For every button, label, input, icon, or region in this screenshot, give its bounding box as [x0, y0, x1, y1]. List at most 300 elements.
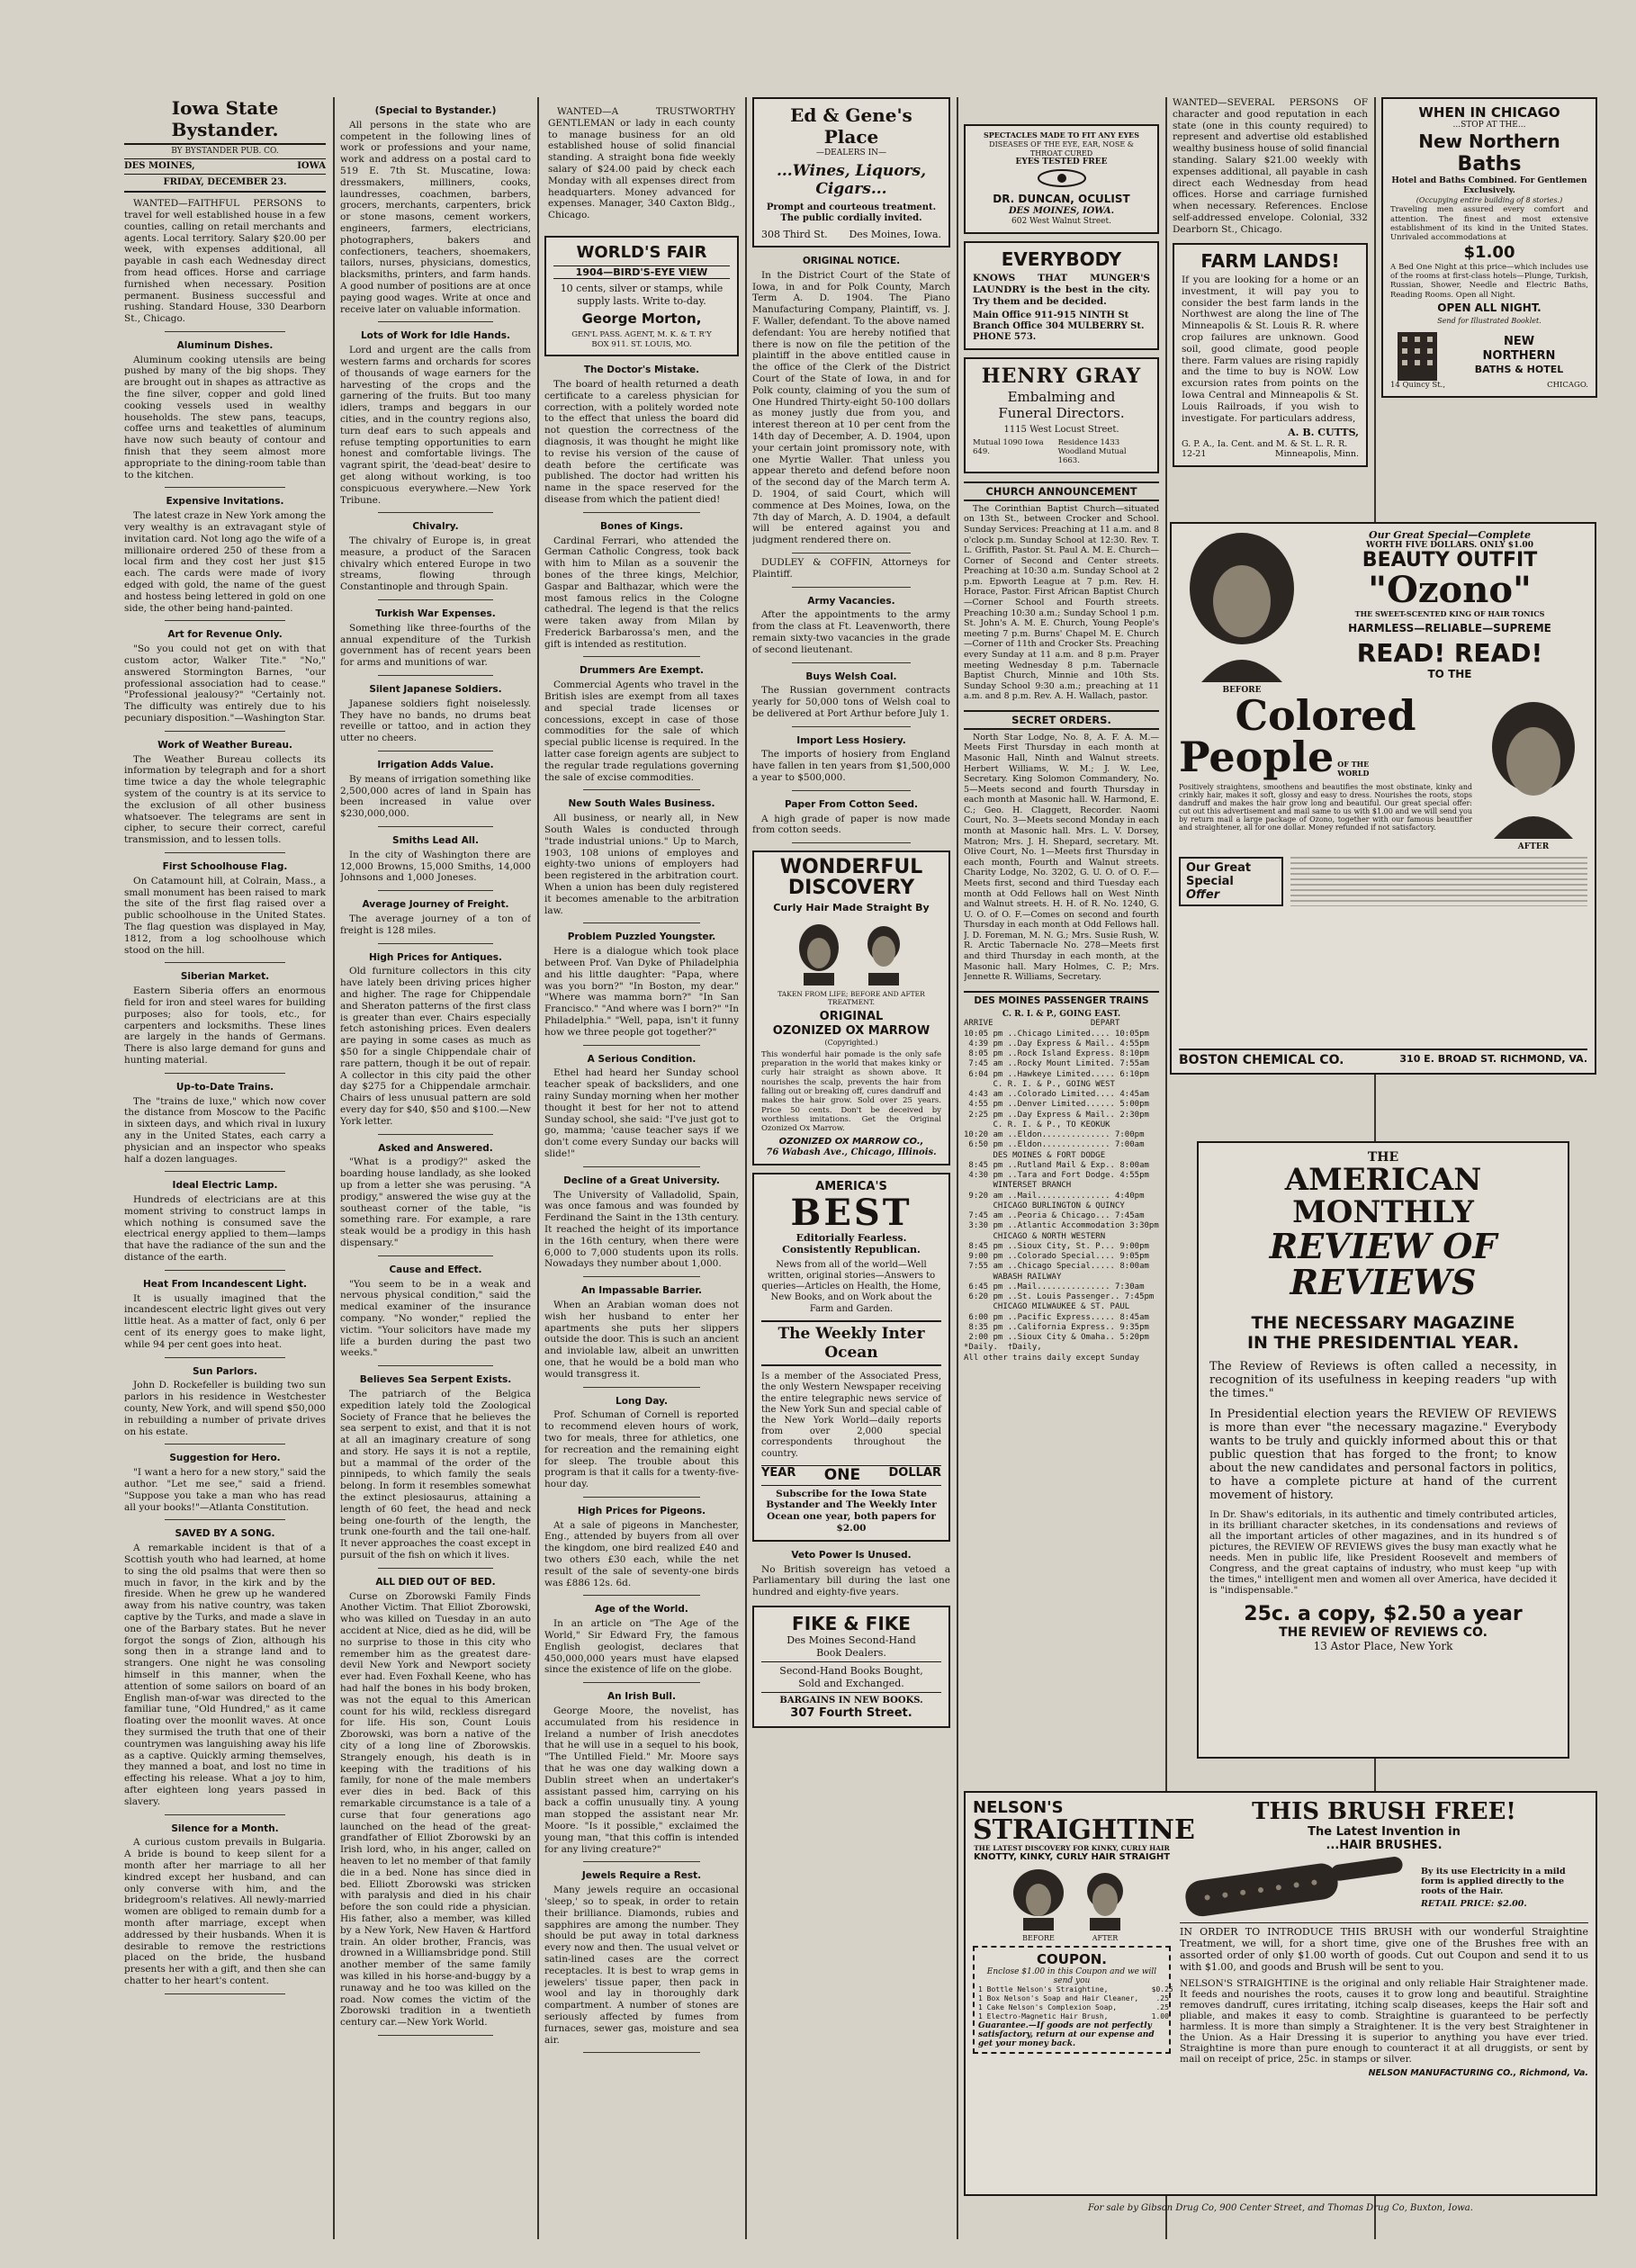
- article-text: By means of irrigation something like 2,500,000 acres of land in Spain has been increased in value over $230,000,000.: [340, 773, 531, 820]
- article-separator: [792, 553, 911, 554]
- chicago-booklet: Send for Illustrated Booklet.: [1437, 316, 1542, 325]
- train-timetable: [964, 1019, 1159, 1364]
- review-the: THE: [1367, 1150, 1399, 1165]
- chicago-open: OPEN ALL NIGHT.: [1437, 302, 1542, 314]
- article-separator: [792, 726, 911, 727]
- ozono-body: Positively straightens, smoothens and beautifies the most obstinate, kinky and crinkly hair, makes it soft, glossy and easy to dress. Nourishes the roots, stops dandruff and makes the hair grow long and beautiful. Our great special offer: cut out this advertisement and mail same to us with $1.00 and we will send you by return mail a large package of Ozono, together with our famous beautifier and straightener, all for one dollar. Money refunded if not satisfactory.: [1179, 783, 1472, 832]
- coupon-items: [978, 1985, 1173, 2021]
- article-headline: Up-to-Date Trains.: [175, 1081, 274, 1093]
- article-separator: [165, 962, 285, 963]
- ed-gene-ad: [752, 97, 950, 248]
- article-headline: Heat From Incandescent Light.: [143, 1278, 307, 1290]
- train-row: DES MOINES & FORT DODGE: [964, 1150, 1106, 1160]
- column-2: [340, 97, 531, 2239]
- chicago-hotel-1: NEW: [1503, 334, 1535, 348]
- chicago-address-row: [1390, 381, 1588, 390]
- article-text: Aluminum cooking utensils are being pushed by many of the big shops. They are brought out in shapes as attractive as the fine silver, copper and gold lined cooking vessels used in wealthy households. The stew pans, teacups, coffee urns and teakettles of aluminum have now such beauty of contour and finish that they seem almost more appropriate to the dining-room table than to the kitchen.: [124, 354, 326, 481]
- wonderful-caption: TAKEN FROM LIFE; BEFORE AND AFTER TREATMENT.: [778, 989, 925, 1006]
- article-text: It is usually imagined that the incandescent electric light gives out very little heat. As a matter of fact, only 6 per cent of its energy goes to make light, while 94 per cent goes into heat.: [124, 1292, 326, 1350]
- column-1: [124, 97, 326, 2239]
- ozono-before: BEFORE: [1222, 686, 1262, 695]
- article-separator: [583, 1387, 700, 1388]
- brush-right: [1180, 1798, 1588, 2189]
- ozono-to-the: TO THE: [1427, 668, 1472, 681]
- article-text: Curse on Zborowski Family Finds Another Victim. That Elliot Zborowski, who was killed on Tuesday in an auto accident at Nice, died as he did, will be no surprise to those in this city who remember him as the greatest dare-devil New York and Newport society ever had. Even Foxhall Keene, who has had half the bones in his body broken, was not the equal to this American count for his wild, reckless disregard for life. His son, Count Louis Zborowski, was born a native of the city of a long line of Zborowskis. Strangely enough, his death is in keeping with the traditions of his family, for none of the male members ever dies in bed. Back of this remarkable circumstance is a tale of a curse that four generations ago launched on the head of the great-grandfather of Elliot Zborowski by an Irish lord, who, in his anger, called on heaven to let no member of that family die in a bed. None has since died in bed. Elliott Zborowski was stricken with paralysis and died in his chair before the son could ride a physician. His father, also a member, was killed by a New York, New Haven & Hartford train. An older brother, Francis, was drowned in a Williamsbridge pond. Still another member of the same family was killed in his horse-and-buggy by a runaway and he too was killed on the road. Now comes the victim of the Zborowski tradition in a twentieth century car.—New York World.: [340, 1590, 531, 2029]
- article-separator: [792, 842, 911, 843]
- wonderful-product-1: ORIGINAL: [819, 1010, 884, 1024]
- article-text: The "trains de luxe," which now cover the distance from Moscow to the Pacific in sixteen days, and which rival in luxury any in the United States, each carry a physician and an inspector who speaks half a dozen languages.: [124, 1095, 326, 1165]
- ozono-read: READ! READ!: [1356, 638, 1543, 669]
- article-separator: [165, 1270, 285, 1271]
- oculist-address: 602 West Walnut Street.: [1011, 216, 1111, 226]
- ozono-fine-print: [1290, 857, 1587, 906]
- ozono-worth: WORTH FIVE DOLLARS. ONLY $1.00: [1366, 541, 1533, 550]
- article-text: Commercial Agents who travel in the British isles are exempt from all taxes and special trade licenses or concessions, except in case of those commodities for the sale of which special public license is required. In the latter case foreign agents are subject to the regular trade regulations governing the sale of excise commodities.: [544, 680, 739, 783]
- article-separator: [792, 790, 911, 791]
- article-separator: [378, 599, 492, 600]
- ozono-title: BEAUTY OUTFIT: [1362, 549, 1538, 572]
- oculist-line-1: SPECTACLES MADE TO FIT ANY EYES: [983, 130, 1140, 140]
- ozono-tag-1: THE SWEET-SCENTED KING OF HAIR TONICS: [1354, 609, 1545, 619]
- article-headline: Suggestion for Hero.: [169, 1453, 281, 1464]
- masthead-title: Iowa State Bystander.: [124, 97, 326, 145]
- column-2-articles: [340, 105, 531, 2036]
- worlds-fair-address: BOX 911. ST. LOUIS, MO.: [591, 339, 692, 349]
- ed-gene-patronage: The public cordially invited.: [780, 213, 922, 224]
- ozono-tag-2: HARMLESS—RELIABLE—SUPREME: [1348, 622, 1551, 635]
- nelson-left: [973, 1798, 1195, 2189]
- farm-body: If you are looking for a home or an investment, it will pay you to consider the best farm lands in the Northwest are along the line of The Minneapolis & St. Louis R. R. where crop failures are unknown. Good soil, good climate, good people there. Farm values are rising rapidly and the time to buy is NOW. Low excursion rates from points on the Iowa Central and Minneapolis & St. Louis Railroads, if you wish to investigate. For particulars address,: [1182, 274, 1359, 424]
- ozono-offer-3: Offer: [1186, 888, 1220, 902]
- train-row: 3:30 pm ..Atlantic Accommodation 3:30pm: [964, 1221, 1159, 1231]
- ozono-colored: Colored: [1235, 691, 1416, 740]
- article-headline: Paper From Cotton Seed.: [784, 798, 919, 810]
- article-separator: [583, 1682, 700, 1683]
- portrait-after-icon: [1075, 1866, 1135, 1930]
- henry-gray-line-2: Funeral Directors.: [998, 405, 1125, 422]
- ed-gene-goods: ...Wines, Liquors, Cigars...: [776, 161, 927, 199]
- ozono-special: Our Great Special—Complete: [1369, 529, 1531, 541]
- article-separator: [583, 922, 700, 923]
- review-title-2: REVIEW OF REVIEWS: [1269, 1226, 1497, 1303]
- ozono-of-the-world: OF THE WORLD: [1337, 760, 1370, 778]
- veto-headline: Veto Power Is Unused.: [791, 1549, 912, 1561]
- article-text: When an Arabian woman does not wish her husband to enter her apartments she puts her slippers outside the door. This is such an ancient and inviolable law, albeit an unwritten one, that he would be a bold man who would transgress it.: [544, 1299, 739, 1380]
- article-separator: [792, 587, 911, 588]
- article-text: A curious custom prevails in Bulgaria. A bride is bound to keep silent for a month after her marriage to all her kindred except her husband, and can only converse with him, and the bridegroom's relatives. All newly-married women are obliged to remain dumb for a month after marriage, except when addressed by their husbands. When it is desirable to remove the restrictions placed on the bride, the husband presents her with a gift, and then she can chatter to her heart's content.: [124, 1837, 326, 1986]
- wonderful-portraits: [761, 919, 941, 986]
- chicago-line-3: New Northern: [1418, 130, 1560, 153]
- fike-line-5: BARGAINS IN NEW BOOKS.: [779, 1695, 923, 1706]
- article-headline: Art for Revenue Only.: [167, 629, 283, 641]
- article-text: All persons in the state who are competent in the following lines of work or professions and your name, work and address on a postal card to 519 E. 7th St. Muscatine, Iowa: dressmakers, milliners, cooks, laundresses, coachmen, barbers, grocers, merchants, carpenters, brick or stone masons, cement workers, engineers, farmers, electricians, photographers, bakers and confectioners, teachers, shoemakers, tailors, nurses, physicians, domestics, blacksmiths, printers, and farm hands. A good number of positions are at once paying good wages. Write at once and receive later on valuable information.: [340, 119, 531, 315]
- train-row: 8:35 pm ..California Express.. 9:35pm: [964, 1322, 1149, 1332]
- wonderful-address: 76 Wabash Ave., Chicago, Illinois.: [766, 1148, 937, 1158]
- train-row: 2:00 pm ..Sioux City & Omaha.. 5:20pm: [964, 1333, 1149, 1343]
- chicago-hotel-3: BATHS & HOTEL: [1474, 363, 1564, 375]
- fike-line-1: Des Moines Second-Hand: [787, 1634, 916, 1647]
- article-headline: Smiths Lead All.: [392, 835, 479, 847]
- fike-line-2: Book Dealers.: [761, 1647, 941, 1662]
- oculist-line-3: EYES TESTED FREE: [1015, 158, 1108, 167]
- fike-address: 307 Fourth Street.: [790, 1706, 912, 1721]
- article-separator: [583, 512, 700, 513]
- nelson-before: BEFORE: [1022, 1934, 1055, 1942]
- ozono-offer-box: [1179, 857, 1283, 906]
- inter-ocean-body: Is a member of the Associated Press, the only Western Newspaper receiving the entire telegraphic news service of the New York Sun and special cable of the New York World—daily reports from over 2,000 special correspondents throughout the country.: [761, 1372, 941, 1459]
- article-headline: High Prices for Antiques.: [369, 951, 502, 963]
- train-row: C. R. I. & P., GOING WEST: [964, 1079, 1115, 1089]
- article-text: The average journey of a ton of freight is 128 miles.: [340, 914, 531, 936]
- train-row: 8:45 pm ..Rutland Mail & Exp.. 8:00am: [964, 1160, 1149, 1170]
- hair-brush-icon: [1180, 1856, 1414, 1919]
- article-headline: Average Journey of Freight.: [362, 899, 509, 911]
- nelson-coupon[interactable]: [973, 1946, 1171, 2054]
- chicago-baths-ad: [1381, 97, 1597, 398]
- chicago-body-2: A Bed One Night at this price—which includes use of the rooms at first-class hotels—Plunge, Turkish, Russian, Shower, Needle and Electric Baths, Reading Rooms. Open all Night.: [1390, 262, 1588, 300]
- train-row: 8:45 pm ..Sioux City, St. P... 9:00pm: [964, 1241, 1149, 1251]
- article-text: The board of health returned a death certificate to a careless physician for correction, with a politely worded note to the effect that unless the board did not question the correctness of the diagnosis, it was thought he might like to revise his version of the cause of death before the certificate was published. The doctor had written his name in the space reserved for the disease from which the patient died!: [544, 378, 739, 505]
- farm-footer: [1182, 449, 1359, 460]
- nelson-tag: THE LATEST DISCOVERY FOR KINKY, CURLY HAIR: [974, 1844, 1170, 1852]
- secret-orders-body: North Star Lodge, No. 8, A. F. A. M.—Meets First Thursday in each month at Masonic Hall, Ninth and Walnut streets. Herbert Williams, W. M.; J. W. Lee, Secretary. King Solomon Commandery, No. 5—Meets second and fourth Thursday in each month at Masonic hall. W. Harmond, E. C.; Geo. H. Claggett, Recorder. Naomi Court, No. 3—Meets second Monday in each month at Masonic hall. Mrs. L. V. Dorsey, Matron; Mrs. J. H. Shepard, secretary. Mt. Olive Court, No. 1—Meets first Thursday in each month, Fourth and Walnut streets. Charity Lodge, No. 3202, G. U. O. of O. F.—Meets first, second and third Tuesday each month at Odd Fellows hall on West Ninth and Walnut streets. H. H. of R. No. 1240, G. U. O. of O. F.—Comes on second and fourth Thursday in each month at Odd Fellows hall. J. D. Foreman, M. N. G.; Mrs. Susie Rush, W. R. Arctic Tabernacle No. 278—Meets first and third Thursday in each month, at the Masonic hall. Mary Holmes, C. P.; Mrs. Jennette R. Williams, Secretary.: [964, 732, 1159, 983]
- column-4-articles: [752, 256, 950, 843]
- train-row: CHICAGO MILWAUKEE & ST. PAUL: [964, 1302, 1130, 1312]
- article-headline: Import Less Hosiery.: [796, 734, 906, 746]
- article-text: The chivalry of Europe is, in great measure, a product of the Saracen chivalry which entered Europe in two streams, flowing through Constantinople and through Spain.: [340, 536, 531, 593]
- article-text: Hundreds of electricians are at this moment striving to construct lamps in which nothing is consumed save the electrical energy applied to them—lamps that have the radiance of the sun and the distance of the earth.: [124, 1194, 326, 1264]
- ozono-offer-2: Special: [1186, 875, 1234, 888]
- article-separator: [378, 1365, 492, 1366]
- article-headline: Ideal Electric Lamp.: [172, 1180, 278, 1192]
- article-headline: Cause and Effect.: [389, 1264, 482, 1275]
- chicago-line-6: (Occupying entire building of 8 stories.): [1416, 196, 1563, 205]
- coupon-item: 1 Electro-Magnetic Hair Brush, 1.00: [978, 2012, 1169, 2020]
- year-label: YEAR: [761, 1465, 796, 1480]
- article-headline: Expensive Invitations.: [166, 496, 284, 508]
- article-separator: [165, 1073, 285, 1074]
- secret-orders-headline: SECRET ORDERS.: [964, 710, 1159, 730]
- chicago-city: CHICAGO.: [1547, 381, 1588, 391]
- article-separator: [165, 620, 285, 621]
- article-separator: [583, 1045, 700, 1046]
- wonderful-product-2: OZONIZED OX MARROW: [772, 1024, 930, 1038]
- wonderful-tagline: Curly Hair Made Straight By: [773, 902, 930, 914]
- article-text: The Weather Bureau collects its information by telegraph and for a short time twice a day the whole telegraphic system of the country is at its service to the exclusion of all other business whatsoever. The telegrams are sent in cipher, to secure their correct, careful transmission, and to lessen tolls.: [124, 753, 326, 846]
- article-separator: [165, 731, 285, 732]
- column-4: [752, 97, 950, 2239]
- article-text: DUDLEY & COFFIN, Attorneys for Plaintiff.: [752, 556, 950, 580]
- henry-gray-phone-right: Residence 1433 Woodland Mutual 1663.: [1057, 437, 1127, 466]
- ozono-after: AFTER: [1517, 842, 1550, 851]
- train-row: 4:39 pm ..Day Express & Mail.. 4:55pm: [964, 1039, 1149, 1048]
- article-separator: [165, 331, 285, 332]
- article-separator: [792, 662, 911, 663]
- farm-date: 12-21: [1182, 449, 1207, 460]
- article-separator: [378, 1568, 492, 1569]
- train-row: 6:45 pm ..Mail............... 7:30am: [964, 1282, 1145, 1292]
- worlds-fair-ad: [544, 236, 739, 356]
- wonderful-title-2: DISCOVERY: [787, 877, 915, 900]
- coupon-item: 1 Bottle Nelson's Straightine, $0.25: [978, 1985, 1173, 1994]
- article-text: Japanese soldiers fight noiselessly. They have no bands, no drums beat reveille or tattoo, and in action they utter no cheers.: [340, 698, 531, 744]
- article-headline: Silent Japanese Soldiers.: [369, 684, 502, 696]
- article-headline: ORIGINAL NOTICE.: [802, 256, 901, 266]
- brush-subtitle-2: ...HAIR BRUSHES.: [1326, 1839, 1443, 1852]
- article-text: "You seem to be in a weak and nervous physical condition," said the medical examiner of the insurance company. "No wonder," replied the victim. "Your solicitors have made my life a burden during the past two weeks.": [340, 1278, 531, 1359]
- review-body-2: In Presidential election years the REVIEW OF REVIEWS is more than ever "the necessary magazine." Everybody wants to be truly and quickly informed about this or that public question that has forged to the front; to know about the new candidates and personal factors in politics, to have a complete picture at hand of the current movement of history.: [1209, 1408, 1557, 1503]
- portrait-after-icon: [1481, 695, 1586, 839]
- chicago-line-4: Baths: [1457, 152, 1522, 176]
- ozono-top: [1179, 529, 1587, 695]
- chicago-line-2: ...STOP AT THE...: [1452, 121, 1526, 130]
- henry-gray-ad: [964, 357, 1159, 473]
- wonderful-discovery-ad: [752, 850, 950, 1166]
- article-separator: [378, 321, 492, 322]
- train-row: CHICAGO BURLINGTON & QUINCY: [964, 1201, 1125, 1210]
- americas-best-ad: [752, 1173, 950, 1542]
- article-headline: A Serious Condition.: [587, 1053, 697, 1065]
- chicago-price: $1.00: [1463, 242, 1515, 262]
- best-tag-1: Editorially Fearless.: [796, 1232, 907, 1245]
- article-headline: Silence for a Month.: [171, 1822, 279, 1834]
- train-row: WABASH RAILWAY: [964, 1272, 1062, 1282]
- fike-line-3: Second-Hand Books Bought,: [779, 1665, 923, 1678]
- article-headline: Irrigation Adds Value.: [377, 760, 494, 771]
- everybody-title: EVERYBODY: [1001, 248, 1122, 270]
- wanted-right-ad: WANTED—SEVERAL PERSONS OF character and good reputation in each state (one in this county required) to represent and advertise old established wealthy business house of solid financial standing. Salary $21.00 weekly with expenses additional, all payable in cash direct each Wednesday from head offices. Horse and carriage furnished when necessary. References. Enclose self-addressed envelope. Colonial, 332 Dearborn St., Chicago.: [1173, 97, 1368, 235]
- train-row: 4:43 am ..Colorado Limited.... 4:45am: [964, 1090, 1149, 1100]
- masthead-city: DES MOINES,: [124, 160, 195, 171]
- henry-gray-phones: [973, 438, 1150, 466]
- one-label: ONE: [823, 1465, 861, 1484]
- worlds-fair-office: GEN'L PASS. AGENT, M. K. & T. R'Y: [571, 330, 712, 340]
- review-price: 25c. a copy, $2.50 a year: [1244, 1603, 1523, 1626]
- ozono-offer-1: Our Great: [1186, 861, 1252, 875]
- article-text: Cardinal Ferrari, who attended the German Catholic Congress, took back with him to Milan as a souvenir the bones of the three kings, Melchior, Gaspar and Balthazar, which were the most famous relics in the Cologne cathedral. The legend is that the relics were taken away from Milan by Frederick Barbarossa's men, and the gift is intended as restitution.: [544, 535, 739, 650]
- henry-gray-line-1: Embalming and: [1007, 388, 1116, 405]
- ozono-offer-row: [1179, 857, 1587, 906]
- nelson-straightine-ad: [964, 1791, 1597, 2196]
- nelson-portraits: [973, 1866, 1171, 1942]
- brush-company: NELSON MANUFACTURING CO., Richmond, Va.: [1368, 2068, 1588, 2078]
- article-separator: [165, 487, 285, 488]
- article-text: Here is a dialogue which took place between Prof. Van Dyke of Philadelphia and his little daughter: "Papa, where was you born?" "In Boston, my dear." "Where was mamma born?" "In San Francisco." "And where was I born?" "In Philadelphia." "Well, papa, isn't it funny how we three people got together?": [544, 946, 739, 1038]
- masthead-date: FRIDAY, DECEMBER 23.: [124, 177, 326, 193]
- train-row: WINTERSET BRANCH: [964, 1181, 1072, 1191]
- article-headline: (Special to Bystander.): [374, 105, 497, 116]
- article-text: The latest craze in New York among the very wealthy is an extravagant style of invitation card. Not long ago the wife of a millionaire ordered 250 of these from a local firm and they cost her just $15 each. The cards were made of ivory edged with gold, the name of the guest and hostess being lettered in gold on one side, the other being hand-painted.: [124, 510, 326, 614]
- column-3-articles: [544, 364, 739, 2053]
- article-separator: [378, 890, 492, 891]
- article-separator: [378, 943, 492, 944]
- article-headline: Sun Parlors.: [192, 1365, 258, 1377]
- ed-gene-title: Ed & Gene's Place: [790, 104, 912, 148]
- review-address: 13 Astor Place, New York: [1313, 1640, 1453, 1653]
- inter-ocean-title: The Weekly Inter Ocean: [761, 1320, 941, 1366]
- train-row: 9:00 pm ..Colorado Special.... 9:05pm: [964, 1252, 1149, 1262]
- article-text: The University of Valladolid, Spain, was once famous and was founded by Ferdinand the Saint in the 13th century. It reached the height of its importance in the 16th century, when there were 6,000 to 7,000 students upon its rolls. Nowadays they number about 1,000.: [544, 1189, 739, 1270]
- review-headline-2: IN THE PRESIDENTIAL YEAR.: [1246, 1333, 1520, 1354]
- portrait-after-icon: [856, 919, 912, 986]
- worlds-fair-title: WORLD'S FAIR: [576, 242, 707, 262]
- article-separator: [165, 1357, 285, 1358]
- article-text: "So you could not get on with that custom actor, Walker Tite." "No," answered Stormington Barnes, "our professional association had to cease." "Professional jealousy?" "Certainly not. The difficulty was entirely due to his pecuniary disposition."—Washington Star.: [124, 644, 326, 724]
- train-row: 4:30 pm ..Tara and Fort Dodge. 4:55pm: [964, 1171, 1149, 1181]
- article-headline: Asked and Answered.: [378, 1142, 493, 1154]
- article-text: The Russian government contracts yearly for 50,000 tons of Welsh coal to be delivered at Port Arthur before July 1.: [752, 685, 950, 719]
- article-text: In an article on "The Age of the World," Sir Edward Fry, the famous English geologist, declares that 450,000,000 years must have elapsed since the existence of life on the globe.: [544, 1618, 739, 1676]
- masthead-dateline: [124, 158, 326, 175]
- ozono-product: "Ozono": [1368, 569, 1532, 612]
- coupon-body: Enclose $1.00 in this Coupon and we will send you: [986, 1967, 1157, 1985]
- article-headline: SAVED BY A SONG.: [175, 1528, 275, 1540]
- chicago-address: 14 Quincy St.,: [1390, 381, 1446, 391]
- chicago-hotel-2: NORTHERN: [1482, 348, 1556, 363]
- article-text: In the city of Washington there are 12,000 Browns, 15,000 Smiths, 14,000 Johnsons and 1,000 Joneses.: [340, 849, 531, 884]
- article-headline: Buys Welsh Coal.: [805, 670, 897, 682]
- portrait-before-icon: [1009, 1866, 1068, 1930]
- train-row: 6:50 pm ..Eldon.............. 7:00am: [964, 1140, 1145, 1150]
- article-text: Eastern Siberia offers an enormous field for iron and steel wares for building purposes; also for tools, etc., for carpenters and locksmiths. These lines are largely in the hands of Germans. There is also large demand for guns and hunting material.: [124, 986, 326, 1066]
- farm-city: Minneapolis, Minn.: [1274, 449, 1359, 460]
- article-text: The patriarch of the Belgica expedition lately told the Zoological Society of France that he believes the sea serpent to exist, and that it is not at all an imaginary creature of song and story. He says it is not a reptile, but a mammal of the order of the pinnipeds, to which family the seals belong. In form it resembles somewhat the extinct plesiosaurus, attaining a length of 60 feet, the head and neck being one-fourth of the length, the trunk one-fourth and the tail one-half. It never approaches the coast except in pursuit of the fish on which it lives.: [340, 1388, 531, 1562]
- train-row: 2:25 pm ..Day Express & Mail.. 2:30pm: [964, 1110, 1149, 1120]
- article-separator: [165, 852, 285, 853]
- train-row: C. R. I. & P., TO KEOKUK: [964, 1120, 1110, 1130]
- masthead: [124, 97, 326, 193]
- best-tag-2: Consistently Republican.: [782, 1244, 921, 1256]
- portrait-before-icon: [791, 919, 847, 986]
- nelson-brand: NELSON'S: [973, 1798, 1064, 1817]
- henry-gray-name: HENRY GRAY: [981, 364, 1142, 389]
- article-headline: Problem Puzzled Youngster.: [567, 932, 716, 943]
- article-separator: [583, 789, 700, 790]
- everybody-body: KNOWS THAT MUNGER'S LAUNDRY is the best in the city. Try them and be decided.: [973, 273, 1150, 307]
- masthead-publisher: BY BYSTANDER PUB. CO.: [171, 146, 279, 156]
- worlds-fair-subtitle: 1904—BIRD'S-EYE VIEW: [553, 266, 730, 279]
- farm-contact: A. B. CUTTS,: [1288, 427, 1359, 439]
- trains-subtitle: C. R. I. & P., GOING EAST.: [1002, 1009, 1121, 1019]
- article-separator: [378, 751, 492, 752]
- article-separator: [165, 1814, 285, 1815]
- article-headline: Believes Sea Serpent Exists.: [359, 1374, 512, 1386]
- wonderful-company: OZONIZED OX MARROW CO.,: [778, 1136, 924, 1147]
- article-separator: [583, 1276, 700, 1277]
- fike-line-4: Sold and Exchanged.: [761, 1678, 941, 1693]
- review-company: THE REVIEW OF REVIEWS CO.: [1279, 1625, 1488, 1641]
- article-headline: Age of the World.: [595, 1604, 688, 1616]
- article-text: A remarkable incident is that of a Scottish youth who had learned, at home to sing the old psalms that were then so much in favor, in the kirk and by the fireside. When he grew up he wandered away from his native country, was taken captive by the Turks, and made a slave in one of the Barbary states. But he never forgot the songs of Zion, although his song then in a strange land and to strangers. One night he was consoling himself in this manner, when the attention of some sailors on board of an English man-of-war was directed to the familiar tune, "Old Hundred," as it came floating over the moonlit waves. At once they surmised the truth that one of their countrymen was languishing away his life as a captive. Quickly arming themselves, they manned a boat, and lost no time in effecting his release. What a joy to him, after eighteen long years passed in slavery.: [124, 1543, 326, 1807]
- oculist-ad: [964, 124, 1159, 234]
- best-body: News from all of the world—Well written, original stories—Answers to queries—Articles on Health, the Home, New Books, and on Work about the Farm and Garden.: [761, 1259, 941, 1314]
- ed-gene-city: Des Moines, Iowa.: [849, 228, 941, 240]
- everybody-branch: Branch Office 304 MULBERRY St.: [973, 320, 1145, 331]
- everybody-office: Main Office 911-915 NINTH St: [973, 310, 1129, 320]
- article-separator: [378, 512, 492, 513]
- best-title: BEST: [790, 1192, 912, 1235]
- ozono-address: 310 E. BROAD ST. RICHMOND, VA.: [1399, 1053, 1587, 1065]
- train-row: CHICAGO & NORTH WESTERN: [964, 1231, 1106, 1241]
- wonderful-title-1: WONDERFUL: [779, 856, 923, 879]
- wonderful-body: This wonderful hair pomade is the only safe preparation in the world that makes kinky or curly hair straight as shown above. It nourishes the scalp, prevents the hair from falling out or breaking off, cures dandruff and makes the hair grow. Sold over 25 years. Price 50 cents. Don't be deceived by worthless imitations. Get the Original Ozonized Ox Marrow.: [761, 1049, 941, 1134]
- train-row: 6:20 pm ..St. Louis Passenger.. 7:45pm: [964, 1292, 1155, 1302]
- review-body-1: The Review of Reviews is often called a necessity, in recognition of its usefulness in keeping readers "up with the times.": [1209, 1360, 1557, 1401]
- coupon-guarantee: Guarantee.—If goods are not perfectly satisfactory, return at our expense and get your money back.: [978, 2021, 1155, 2048]
- article-headline: Drummers Are Exempt.: [579, 665, 705, 677]
- review-title-1: AMERICAN MONTHLY: [1284, 1162, 1482, 1230]
- fike-ad: [752, 1606, 950, 1728]
- column-rule: [333, 97, 335, 2239]
- article-headline: The Doctor's Mistake.: [583, 364, 700, 376]
- year-one-dollar: [761, 1465, 941, 1486]
- oculist-city: DES MOINES, IOWA.: [1008, 205, 1115, 216]
- ed-gene-service: Prompt and courteous treatment.: [766, 202, 937, 213]
- chicago-hotel-row: [1390, 328, 1588, 381]
- article-headline: ALL DIED OUT OF BED.: [375, 1576, 496, 1588]
- article-headline: High Prices for Pigeons.: [577, 1505, 706, 1516]
- article-headline: Decline of a Great University.: [563, 1174, 720, 1186]
- article-headline: An Impassable Barrier.: [580, 1285, 703, 1297]
- article-text: All business, or nearly all, in New South Wales is conducted through "trade industrial unions." Up to March, 1903, 108 unions of employes and eighty-two unions of employers had been registered in the arbitration court. When a union has been duly registered it becomes amenable to the arbitration law.: [544, 813, 739, 916]
- article-separator: [165, 1519, 285, 1520]
- article-headline: Army Vacancies.: [807, 595, 895, 607]
- train-row: All other trains daily except Sunday: [964, 1353, 1140, 1363]
- chicago-line-5: Hotel and Baths Combined. For Gentlemen Exclusively.: [1391, 176, 1587, 196]
- oculist-line-2: DISEASES OF THE EYE, EAR, NOSE & THROAT CURED: [989, 140, 1134, 158]
- farm-title: FARM LANDS!: [1200, 249, 1340, 272]
- brush-note: By its use Electricity in a mild form is applied directly to the roots of the Hair.: [1421, 1866, 1566, 1896]
- brush-title: THIS BRUSH FREE!: [1252, 1798, 1516, 1825]
- wanted-ad-text: WANTED—A TRUSTWORTHY GENTLEMAN or lady in each county to manage business for an old established house of solid financial standing. A straight bona fide weekly salary of $24.00 paid by check each Monday with all expenses direct from headquarters. Money advanced for expenses. Manager, 340 Caxton Bldg., Chicago.: [548, 106, 735, 221]
- article-text: Many jewels require an occasional 'sleep,' so to speak, in order to retain their brilliance. Diamonds, rubies and sapphires are among the number. They should be put away in total darkness every now and then. The usual velvet or satin-lined cases are the correct receptacles. It is best to wrap gems in jewelers' tissue paper, then pack in wool and lay in thoroughly dark compartment. A number of stones are seriously affected by fumes from furnaces, sewer gas, moisture and sea air.: [544, 1885, 739, 2046]
- ozono-footer: [1179, 1048, 1587, 1067]
- train-row: 9:20 am ..Mail............... 4:40pm: [964, 1191, 1145, 1201]
- article-headline: Siberian Market.: [180, 971, 270, 983]
- ed-gene-address: 308 Third St.: [761, 228, 828, 240]
- everybody-ad: [964, 241, 1159, 350]
- article-text: A high grade of paper is now made from cotton seeds.: [752, 813, 950, 836]
- review-body-3: In Dr. Shaw's editorials, in its authentic and timely contributed articles, in its brilliant character sketches, in its condensations and reviews of all the important articles of other magazines, and in its hundred s of pictures, the REVIEW OF REVIEWS gives the busy man exactly what he needs. Men in public life, like President Roosevelt and members of Congress, and the great captains of industry, who must keep "up with the times," intelligent men and women all over America, have decided it is "indispensable.": [1209, 1509, 1557, 1597]
- church-headline: CHURCH ANNOUNCEMENT: [964, 482, 1159, 501]
- nelson-after: AFTER: [1092, 1934, 1119, 1942]
- article-text: "I want a hero for a new story," said the author. "Let me see," said a friend. "Suppose you take a man who has read all your books!"—Atlanta Constitution.: [124, 1467, 326, 1513]
- article-text: John D. Rockefeller is building two sun parlors in his residence in Westchester county, New York, and will spend $50,000 in rebuilding a number of private drives on his estate.: [124, 1380, 326, 1437]
- train-row: 7:55 am ..Chicago Special..... 8:00am: [964, 1262, 1149, 1272]
- portrait-before-icon: [1183, 529, 1300, 682]
- article-separator: [378, 675, 492, 676]
- article-headline: Aluminum Dishes.: [176, 339, 274, 351]
- article-text: After the appointments to the army from the class at Ft. Leavenworth, there remain sixty-two vacancies in the grade of second lieutenant.: [752, 609, 950, 655]
- fike-title: FIKE & FIKE: [792, 1612, 911, 1634]
- article-separator: [378, 826, 492, 827]
- coupon-title: COUPON.: [1037, 1951, 1107, 1967]
- everybody-phone: PHONE 573.: [973, 331, 1037, 342]
- article-text: At a sale of pigeons in Manchester, Eng., attended by buyers from all over the kingdom, one bird realized £40 and two others £30 each, while the net result of the sale of seventy-one birds was £886 12s. 6d.: [544, 1519, 739, 1588]
- eye-icon: [1035, 167, 1089, 189]
- article-headline: First Schoolhouse Flag.: [162, 860, 288, 872]
- wonderful-copyright: (Copyrighted.): [824, 1038, 878, 1047]
- article-separator: [583, 656, 700, 657]
- article-headline: Work of Weather Bureau.: [157, 739, 292, 751]
- article-text: Lord and urgent are the calls from western farms and orchards for scores of thousands of wage earners for the harvesting of the crops and the garnering of the fruits. But too many idlers, tramps and beggars in our cities, and in the country regions also, turn deaf ears to such appeals and refuse tempting opportunities to earn honest and comfortable livings. The vagrant spirit, the 'dead-beat' desire to get along without working, is too conspicuous everywhere.—New York Tribune.: [340, 345, 531, 506]
- column-3: [544, 97, 739, 2239]
- article-headline: Long Day.: [616, 1395, 668, 1407]
- nelson-tag-2: KNOTTY, KINKY, CURLY HAIR STRAIGHT: [973, 1852, 1171, 1862]
- article-headline: Lots of Work for Idle Hands.: [360, 330, 511, 342]
- article-separator: [583, 2052, 700, 2053]
- column-1-articles: [124, 198, 326, 1994]
